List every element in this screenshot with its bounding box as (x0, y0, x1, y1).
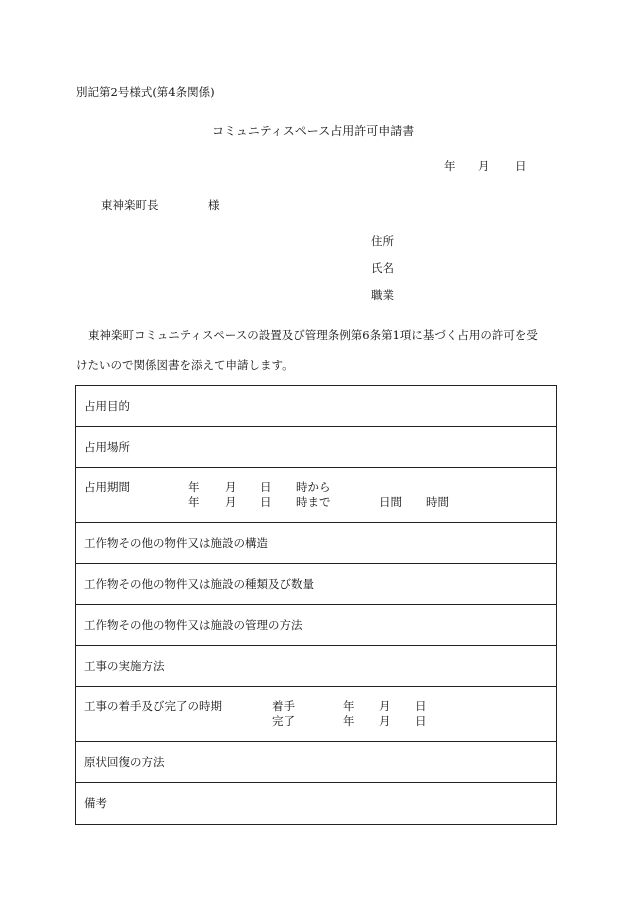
row-kind-quantity[interactable] (76, 564, 557, 605)
period-hours: 時間 (426, 495, 449, 509)
applicant-occupation-label: 職業 (371, 288, 394, 302)
period-to-year: 年 (188, 495, 200, 509)
form-number: 別記第2号様式(第4条関係) (76, 85, 215, 99)
structure-label: 工作物その他の物件又は施設の構造 (84, 536, 268, 550)
place-label: 占用場所 (84, 440, 130, 454)
construction-start-label: 着手 (272, 699, 295, 713)
row-construction-method[interactable] (76, 646, 557, 687)
row-period[interactable] (76, 468, 557, 523)
body-text-line-2: けたいので関係図書を添えて申請します。 (76, 358, 294, 372)
row-purpose[interactable] (76, 386, 557, 427)
construction-end-month: 月 (379, 714, 391, 728)
period-label: 占用期間 (84, 480, 130, 494)
period-to-month: 月 (225, 495, 237, 509)
construction-period-label: 工事の着手及び完了の時期 (84, 699, 222, 713)
purpose-label: 占用目的 (84, 399, 130, 413)
construction-end-year: 年 (343, 714, 355, 728)
date-day-label: 日 (515, 159, 527, 173)
period-from-month: 月 (225, 480, 237, 494)
addressee-name: 東神楽町長 (101, 198, 159, 212)
construction-start-day: 日 (415, 699, 427, 713)
period-to-day: 日 (260, 495, 272, 509)
period-days: 日間 (379, 495, 402, 509)
addressee-honorific: 様 (208, 198, 220, 212)
form-title: コミュニティスペース占用許可申請書 (212, 124, 415, 138)
row-construction-period[interactable] (76, 687, 557, 742)
date-month-label: 月 (478, 159, 490, 173)
construction-end-label: 完了 (272, 714, 295, 728)
row-structure[interactable] (76, 523, 557, 564)
row-restoration[interactable] (76, 742, 557, 783)
kind-quantity-label: 工作物その他の物件又は施設の種類及び数量 (84, 577, 314, 591)
management-label: 工作物その他の物件又は施設の管理の方法 (84, 618, 303, 632)
applicant-address-label: 住所 (371, 234, 394, 248)
period-from-time: 時から (296, 480, 331, 494)
construction-end-day: 日 (415, 714, 427, 728)
period-to-time: 時まで (296, 495, 331, 509)
row-remarks[interactable] (76, 783, 557, 825)
applicant-name-label: 氏名 (371, 261, 394, 275)
body-text-line-1: 東神楽町コミュニティスペースの設置及び管理条例第6条第1項に基づく占用の許可を受 (88, 328, 538, 342)
row-place[interactable] (76, 427, 557, 468)
construction-method-label: 工事の実施方法 (84, 659, 165, 673)
construction-start-year: 年 (343, 699, 355, 713)
application-table (75, 385, 557, 825)
row-management[interactable] (76, 605, 557, 646)
construction-start-month: 月 (379, 699, 391, 713)
date-year-label: 年 (444, 159, 456, 173)
remarks-label: 備考 (84, 796, 107, 810)
period-from-year: 年 (188, 480, 200, 494)
restoration-label: 原状回復の方法 (84, 755, 165, 769)
period-from-day: 日 (260, 480, 272, 494)
